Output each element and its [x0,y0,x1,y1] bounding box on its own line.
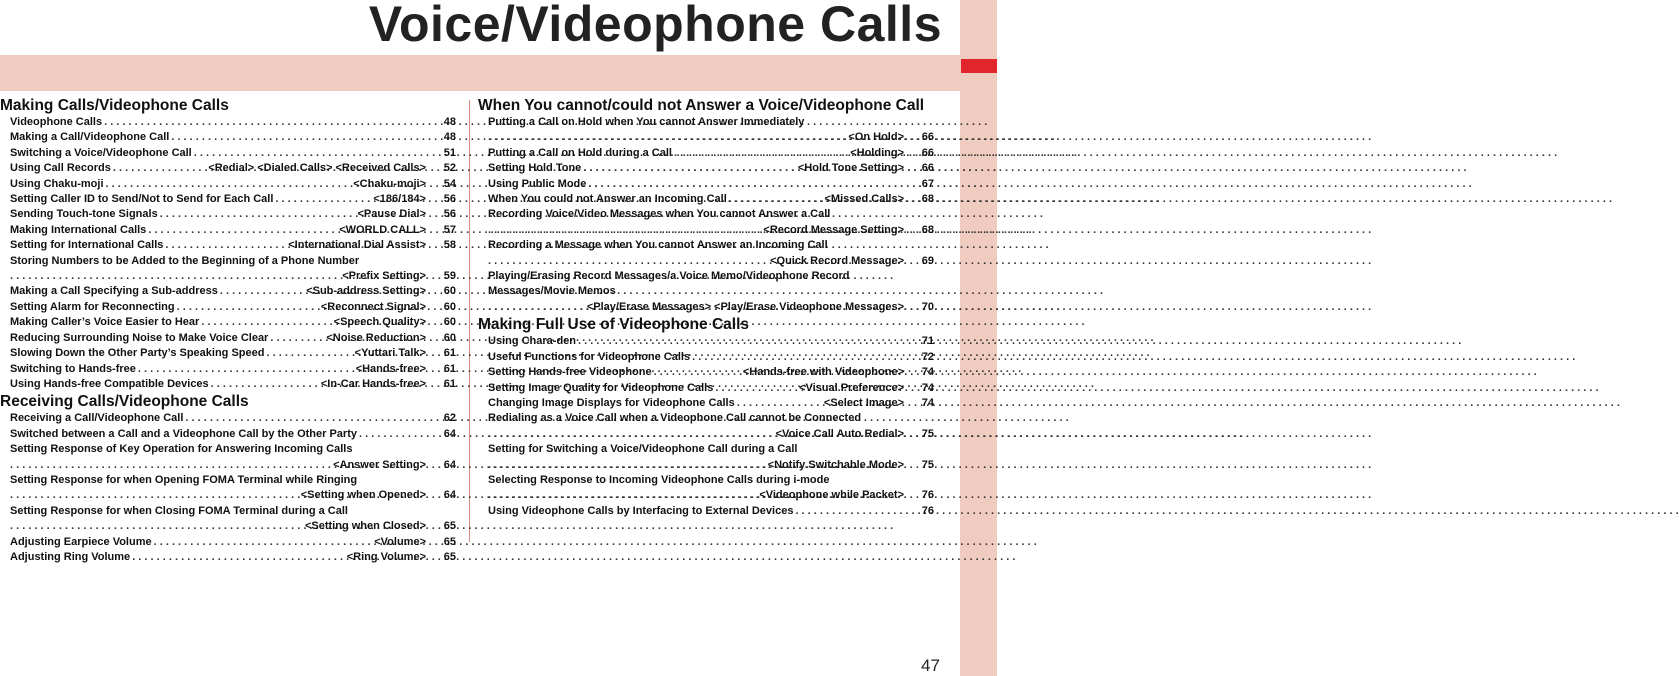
toc-entry[interactable] [0,146,456,161]
toc-entry-title: Switched between a Call and a Videophone Call by the Other Party [10,427,357,440]
toc-entry-function-name: <Sub-address Setting> [306,285,426,298]
toc-leader-dots [692,350,902,365]
toc-list-cannot-multi [478,207,934,269]
toc-entry-function-name: <Hands-free> [355,362,426,375]
toc-page-number: 56 [443,208,456,221]
toc-entry-title: Recording Voice/Video Messages when You cannot Answer a Call [488,208,831,221]
toc-entry[interactable] [478,350,934,365]
toc-entry-title: Setting Response for when Opening FOMA Terminal while Ringing [10,473,358,486]
toc-page-number: 67 [921,177,934,190]
toc-page-number: 65 [443,550,456,563]
toc-entry-title: Using Chaku-moji [10,177,104,190]
toc-list-making [0,115,456,254]
toc-entry[interactable] [478,207,934,238]
toc-leader-dots [270,331,324,346]
toc-entry-function-name: <In-Car Hands-free> [320,377,426,390]
toc-page-number: 69 [921,254,934,267]
toc-entry-title: Videophone Calls [10,116,103,128]
toc-page-number: 61 [443,347,456,360]
toc-entry[interactable] [478,381,934,396]
toc-leader-dots [266,346,352,361]
toc-leader-dots [154,535,373,550]
toc-entry-title: Sending Touch-tone Signals [10,208,158,221]
toc-entry[interactable] [0,161,456,176]
toc-entry-function-name: <Ring Volume> [346,550,426,563]
toc-page-number: 74 [921,396,934,409]
toc-entry-title: Making International Calls [10,223,147,236]
toc-entry[interactable] [478,192,934,207]
toc-entry-function-name: <Hold Tone Setting> [797,162,904,175]
toc-entry-function-name: <Redial> <Dialed Calls> <Received Calls> [208,162,426,175]
toc-page-number: 60 [443,331,456,344]
toc-page-number: 68 [921,223,934,236]
toc-entry[interactable] [0,331,456,346]
toc-entry[interactable] [0,473,456,504]
toc-entry[interactable]: Playing/Erasing Record Messages/a Voice Memo/Videophone Record Messages/Movie Memos . . . <Play/Erase Messages> <Play/Erase Videophone Messages> 70 [478,269,934,315]
toc-entry-title: Setting for International Calls [10,239,164,252]
toc-page-number: 65 [443,520,456,533]
toc-leader-dots [220,284,304,299]
toc-right-column [478,96,934,519]
toc-entry-title: Setting Response of Key Operation for Answering Incoming Calls [10,443,353,456]
toc-leader-dots [275,192,371,207]
toc-entry-function-name: <Yuttari Talk> [354,347,426,360]
toc-entry-title: Receiving a Call/Videophone Call [10,412,184,425]
toc-leader-dots [194,146,424,161]
toc-entry[interactable] [0,346,456,361]
toc-page-number: 61 [443,377,456,390]
toc-entry-title: Setting Caller ID to Send/Not to Send for Each Call [10,193,274,206]
toc-page-number: 71 [921,335,934,348]
section-heading-cannot-answer: When You cannot/could not Answer a Voice/Videophone Call [478,97,925,114]
toc-page-number: 64 [443,427,456,440]
toc-leader-dots [10,488,299,503]
toc-leader-dots [104,115,424,130]
toc-entry-title: Setting Response for when Closing FOMA Terminal during a Call [10,504,348,517]
toc-leader-dots [654,365,741,380]
page-number: 47 [921,656,940,675]
toc-leader-dots [171,130,424,145]
toc-leader-dots [578,334,902,349]
toc-entry[interactable] [0,192,456,207]
toc-list-fulluse [478,334,934,411]
toc-entry[interactable] [0,550,456,565]
toc-entry-function-name: <Setting when Closed> [304,520,426,533]
toc-page-number: 74 [921,381,934,394]
toc-leader-dots [488,427,774,442]
toc-page-number: 74 [921,366,934,379]
toc-list-receiving-2 [0,535,456,566]
toc-page-number: 51 [443,146,456,159]
toc-page-number: 61 [443,362,456,375]
toc-entry-function-name: <WORLD CALL> [339,223,426,236]
toc-entry[interactable] [478,146,934,161]
toc-page-number: 57 [443,223,456,236]
toc-page-number: 59 [443,270,456,283]
toc-entry-title: Using Call Records [10,162,111,175]
toc-entry[interactable] [478,238,934,269]
toc-list-fulluse-2 [478,504,934,519]
toc-entry[interactable] [0,284,456,299]
toc-page-number: 56 [443,193,456,206]
toc-leader-dots [359,427,424,442]
toc-list-cannot [478,146,934,208]
toc-entry-function-name: <International Dial Assist> [288,239,426,252]
toc-leader-dots [201,315,331,330]
toc-leader-dots [488,254,768,269]
toc-leader-dots [795,504,902,519]
toc-page-number: 68 [921,193,934,206]
toc-entry-title: Switching to Hands-free [10,362,136,375]
toc-entry[interactable] [0,504,456,535]
toc-page-number: 64 [443,458,456,471]
toc-entry[interactable] [0,377,456,392]
toc-entry[interactable] [0,362,456,377]
toc-left-column [0,96,456,565]
toc-page-number: 75 [921,458,934,471]
toc-entry[interactable] [0,315,456,330]
toc-page-number: 48 [443,131,456,144]
toc-entry[interactable] [478,334,934,349]
toc-entry-title: Making Caller’s Voice Easier to Hear [10,316,200,329]
toc-entry-title: Changing Image Displays for Videophone Calls [488,396,735,409]
toc-entry[interactable] [478,411,934,442]
section-heading-full-use: Making Full Use of Videophone Calls [478,316,750,334]
toc-entry-title: Making a Call Specifying a Sub-address [10,285,218,298]
toc-entry-function-name: <Setting when Opened> [300,489,426,502]
toc-page-number: 54 [443,177,456,190]
toc-entry-function-name: <Chaku-moji> [353,177,426,190]
toc-entry[interactable] [478,473,934,504]
toc-entry-function-name: <Notify Switchable Mode> [767,458,904,471]
toc-page-number: 60 [443,300,456,313]
toc-entry-title: Redialing as a Voice Call when a Videophone Call cannot be Connected [488,412,862,425]
toc-entry-function-name: <Holding> [850,146,904,159]
toc-entry-title: Making a Call/Videophone Call [10,131,170,144]
toc-leader-dots [10,519,303,534]
toc-entry-title: Adjusting Ring Volume [10,550,131,563]
toc-leader-dots [588,177,902,192]
toc-entry[interactable] [0,300,456,315]
page-title: Voice/Videophone Calls [368,0,942,52]
toc-entry[interactable] [0,442,456,473]
toc-entry-title: Setting Image Quality for Videophone Calls [488,381,714,394]
toc-entry[interactable] [478,161,934,176]
toc-entry[interactable] [0,411,456,426]
toc-entry-title: Switching a Voice/Videophone Call [10,146,192,159]
toc-page-number: 66 [921,162,934,175]
toc-leader-dots [583,161,796,176]
toc-entry-title: Setting Hold Tone [488,162,582,175]
toc-entry-function-name: <Answer Setting> [333,458,426,471]
toc-entry-function-name: <Speech Quality> [333,316,426,329]
toc-entry-title: Slowing Down the Other Party’s Speaking Speed [10,347,265,360]
toc-entry-function-name: <Voice Call Auto Redial> [775,427,904,440]
toc-leader-dots [729,192,823,207]
toc-leader-dots [148,223,337,238]
toc-page-number: 65 [443,535,456,548]
toc-entry-function-name: <186/184> [373,193,426,206]
toc-list-receiving-multi [0,442,456,534]
toc-entry-title: Setting Hands-free Videophone [488,366,652,379]
toc-page-number: 66 [921,131,934,144]
toc-page-number: 60 [443,285,456,298]
toc-page-number: 48 [443,116,456,128]
toc-list-making-2 [0,284,456,392]
toc-page-number: 76 [921,489,934,502]
chapter-tab-marker [961,59,997,73]
toc-entry-function-name: <Noise Reduction> [326,331,426,344]
toc-entry[interactable] [478,177,934,192]
toc-leader-dots [132,550,345,565]
toc-leader-dots [160,207,356,222]
toc-leader-dots [488,223,761,238]
toc-page-number: 70 [921,300,934,313]
toc-entry[interactable] [0,535,456,550]
toc-entry-title: Using Public Mode [488,177,587,190]
toc-leader-dots [715,381,797,396]
toc-entry-function-name: <Quick Record Message> [770,254,904,267]
toc-entry[interactable] [478,396,934,411]
toc-entry[interactable]: Putting a Call on Hold when You cannot Answer Immediately . . . <On Hold> 66 [478,115,934,146]
toc-entry[interactable] [478,442,934,473]
toc-page-number: 52 [443,162,456,175]
toc-leader-dots [177,300,319,315]
section-heading-making-calls: Making Calls/Videophone Calls [0,97,229,114]
toc-entry-title: Setting Alarm for Reconnecting [10,300,175,313]
toc-page-number: 76 [921,504,934,517]
toc-entry-title: When You could not Answer an Incoming Call [488,193,727,206]
toc-entry-title: Adjusting Earpiece Volume [10,535,152,548]
toc-leader-dots [10,458,331,473]
toc-entry[interactable]: Storing Numbers to be Added to the Beginning of a Phone Number . . . <Prefix Setting> 59 [0,254,456,285]
toc-entry-title: Setting for Switching a Voice/Videophone Call during a Call [488,443,798,456]
toc-entry[interactable] [0,115,456,130]
toc-list-fulluse-multi [478,411,934,503]
toc-page-number: 72 [921,350,934,363]
toc-entry-function-name: <Visual Preference> [799,381,904,394]
header-band [0,55,960,91]
toc-leader-dots [737,396,822,411]
toc-entry[interactable] [0,223,456,238]
toc-entry-title: Selecting Response to Incoming Videophone Calls during i-mode [488,473,830,486]
toc-entry[interactable] [0,427,456,442]
toc-entry-title: Recording a Message when You cannot Answer an Incoming Call [488,239,828,252]
toc-entry-function-name: <Select Image> [823,396,904,409]
toc-leader-dots [211,377,319,392]
toc-page-number: 64 [443,489,456,502]
toc-list-receiving [0,411,456,442]
toc-entry-title: Useful Functions for Videophone Calls [488,350,691,363]
toc-page-number: 58 [443,239,456,252]
toc-leader-dots [138,362,354,377]
toc-entry-function-name: <Hands-free with Videophone> [742,366,904,379]
toc-entry-title: Using Hands-free Compatible Devices [10,377,209,390]
toc-entry-title: Putting a Call on Hold during a Call [488,146,672,159]
toc-entry-title: Using Chara-den [488,335,577,348]
toc-entry-function-name: <Videophone while Packet> [759,489,904,502]
toc-entry[interactable] [478,504,934,519]
toc-page-number: 66 [921,146,934,159]
toc-leader-dots [185,411,424,426]
toc-leader-dots [488,488,757,503]
toc-entry[interactable] [0,177,456,192]
toc-entry-function-name: <Missed Calls> [824,193,904,206]
toc-entry-function-name: <Volume> [374,535,426,548]
toc-page-number: 75 [921,427,934,440]
toc-entry-function-name: <Record Message Setting> [763,223,904,236]
toc-entry-function-name: <Pause Dial> [357,208,426,221]
toc-leader-dots [106,177,352,192]
toc-entry-title: Reducing Surrounding Noise to Make Voice Clear [10,331,269,344]
section-heading-receiving-calls: Receiving Calls/Videophone Calls [0,393,249,411]
toc-entry-title: Using Videophone Calls by Interfacing to External Devices [488,504,794,517]
toc-entry[interactable] [478,365,934,380]
toc-page-number: 60 [443,316,456,329]
toc-leader-dots [113,161,206,176]
toc-leader-dots [488,458,766,473]
toc-leader-dots [165,238,286,253]
toc-leader-dots [674,146,848,161]
toc-entry[interactable] [0,207,456,222]
toc-page-number: 62 [443,412,456,425]
toc-entry[interactable] [0,130,456,145]
toc-entry[interactable] [0,238,456,253]
toc-entry-function-name: <Reconnect Signal> [320,300,426,313]
